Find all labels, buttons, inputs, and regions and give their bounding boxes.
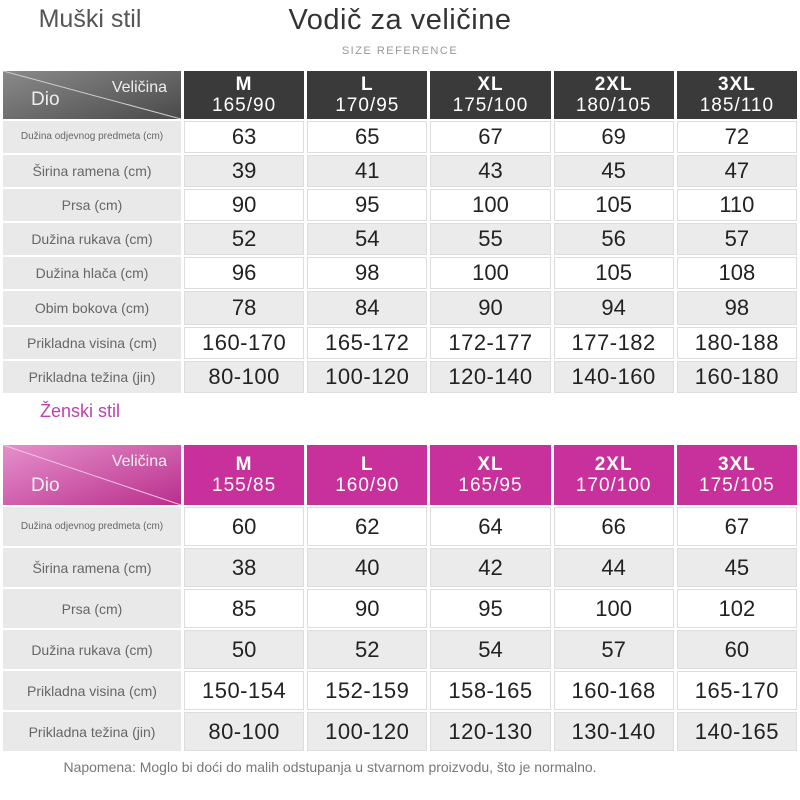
table-cell: 85	[184, 589, 304, 628]
size-code: M	[235, 74, 253, 95]
table-cell: 110	[677, 189, 797, 221]
size-code: XL	[477, 454, 504, 475]
table-cell: 90	[307, 589, 427, 628]
corner-size-label: Veličina	[111, 453, 167, 470]
men-corner-cell	[3, 71, 181, 119]
table-cell: 165-172	[307, 327, 427, 359]
table-cell: 152-159	[307, 671, 427, 710]
men-size-header	[184, 71, 304, 119]
table-cell: 41	[307, 155, 427, 187]
women-size-header	[554, 445, 674, 505]
table-cell: 72	[677, 121, 797, 153]
table-cell: 102	[677, 589, 797, 628]
men-size-header	[554, 71, 674, 119]
table-cell: 55	[430, 223, 550, 255]
table-cell: 45	[554, 155, 674, 187]
row-label: Dužina hlača (cm)	[3, 257, 181, 289]
table-cell: 108	[677, 257, 797, 289]
table-cell: 57	[677, 223, 797, 255]
size-height-chest: 170/95	[335, 95, 400, 116]
row-label: Prsa (cm)	[3, 189, 181, 221]
table-cell: 160-180	[677, 361, 797, 393]
corner-part-label: Dio	[31, 89, 60, 110]
table-cell: 95	[307, 189, 427, 221]
table-row	[3, 327, 797, 359]
table-cell: 105	[554, 189, 674, 221]
table-cell: 50	[184, 630, 304, 669]
size-height-chest: 180/105	[575, 95, 652, 116]
table-row	[3, 712, 797, 751]
size-height-chest: 175/100	[452, 95, 529, 116]
size-code: L	[360, 454, 374, 475]
table-cell: 172-177	[430, 327, 550, 359]
row-label: Prikladna težina (jin)	[3, 361, 181, 393]
women-header-row	[3, 445, 797, 505]
table-cell: 66	[554, 507, 674, 546]
table-cell: 130-140	[554, 712, 674, 751]
table-cell: 80-100	[184, 712, 304, 751]
size-height-chest: 155/85	[212, 475, 277, 496]
women-size-header	[430, 445, 550, 505]
table-cell: 69	[554, 121, 674, 153]
size-code: 2XL	[594, 74, 633, 95]
row-label: Širina ramena (cm)	[3, 548, 181, 587]
row-label: Prikladna visina (cm)	[3, 327, 181, 359]
size-code: 2XL	[594, 454, 633, 475]
corner-part-label: Dio	[31, 475, 60, 496]
table-cell: 39	[184, 155, 304, 187]
table-cell: 94	[554, 291, 674, 325]
table-cell: 120-140	[430, 361, 550, 393]
table-row	[3, 223, 797, 255]
table-row	[3, 507, 797, 546]
table-cell: 54	[307, 223, 427, 255]
table-cell: 158-165	[430, 671, 550, 710]
page-title: Vodič za veličine	[288, 4, 512, 36]
table-cell: 44	[554, 548, 674, 587]
table-cell: 38	[184, 548, 304, 587]
table-cell: 100	[430, 189, 550, 221]
table-cell: 140-160	[554, 361, 674, 393]
table-cell: 54	[430, 630, 550, 669]
row-label: Obim bokova (cm)	[3, 291, 181, 325]
table-cell: 40	[307, 548, 427, 587]
table-cell: 96	[184, 257, 304, 289]
table-cell: 42	[430, 548, 550, 587]
table-cell: 57	[554, 630, 674, 669]
table-cell: 98	[307, 257, 427, 289]
table-cell: 45	[677, 548, 797, 587]
size-height-chest: 170/100	[575, 475, 652, 496]
size-code: M	[235, 454, 253, 475]
table-cell: 52	[307, 630, 427, 669]
table-cell: 60	[184, 507, 304, 546]
table-cell: 177-182	[554, 327, 674, 359]
table-cell: 180-188	[677, 327, 797, 359]
row-label: Dužina rukava (cm)	[3, 630, 181, 669]
women-size-header	[307, 445, 427, 505]
table-row	[3, 257, 797, 289]
women-size-header	[677, 445, 797, 505]
table-cell: 52	[184, 223, 304, 255]
table-cell: 100-120	[307, 361, 427, 393]
table-cell: 160-170	[184, 327, 304, 359]
size-code: 3XL	[717, 74, 756, 95]
table-cell: 78	[184, 291, 304, 325]
women-size-header	[184, 445, 304, 505]
table-cell: 150-154	[184, 671, 304, 710]
table-cell: 100	[430, 257, 550, 289]
size-code: 3XL	[717, 454, 756, 475]
row-label: Dužina odjevnog predmeta (cm)	[3, 507, 181, 546]
table-cell: 47	[677, 155, 797, 187]
men-style-title: Muški stil	[38, 5, 142, 33]
table-row	[3, 630, 797, 669]
table-cell: 100	[554, 589, 674, 628]
table-row	[3, 361, 797, 393]
table-row	[3, 548, 797, 587]
table-cell: 62	[307, 507, 427, 546]
men-size-header	[307, 71, 427, 119]
women-size-table	[0, 443, 800, 753]
table-cell: 56	[554, 223, 674, 255]
table-cell: 63	[184, 121, 304, 153]
women-style-title: Ženski stil	[39, 401, 120, 421]
row-label: Dužina odjevnog predmeta (cm)	[3, 121, 181, 153]
size-height-chest: 160/90	[335, 475, 400, 496]
table-cell: 60	[677, 630, 797, 669]
row-label: Prsa (cm)	[3, 589, 181, 628]
row-label: Širina ramena (cm)	[3, 155, 181, 187]
table-cell: 98	[677, 291, 797, 325]
table-row	[3, 291, 797, 325]
table-cell: 160-168	[554, 671, 674, 710]
table-row	[3, 121, 797, 153]
table-cell: 140-165	[677, 712, 797, 751]
corner-size-label: Veličina	[111, 79, 167, 96]
table-cell: 67	[430, 121, 550, 153]
table-cell: 64	[430, 507, 550, 546]
table-cell: 105	[554, 257, 674, 289]
men-size-header	[430, 71, 550, 119]
table-cell: 90	[184, 189, 304, 221]
men-header-row	[3, 71, 797, 119]
table-cell: 84	[307, 291, 427, 325]
table-cell: 165-170	[677, 671, 797, 710]
table-cell: 100-120	[307, 712, 427, 751]
table-row	[3, 671, 797, 710]
table-cell: 95	[430, 589, 550, 628]
footer-note: Napomena: Moglo bi doći do malih odstupanja u stvarnom proizvodu, što je normalno.	[63, 759, 597, 775]
men-size-header	[677, 71, 797, 119]
table-cell: 67	[677, 507, 797, 546]
table-cell: 80-100	[184, 361, 304, 393]
table-cell: 65	[307, 121, 427, 153]
table-cell: 43	[430, 155, 550, 187]
size-code: L	[360, 74, 374, 95]
table-cell: 90	[430, 291, 550, 325]
women-corner-cell	[3, 445, 181, 505]
size-height-chest: 165/95	[458, 475, 523, 496]
row-label: Prikladna visina (cm)	[3, 671, 181, 710]
table-row	[3, 589, 797, 628]
row-label: Prikladna težina (jin)	[3, 712, 181, 751]
table-cell: 120-130	[430, 712, 550, 751]
table-row	[3, 155, 797, 187]
table-row	[3, 189, 797, 221]
size-code: XL	[477, 74, 504, 95]
row-label: Dužina rukava (cm)	[3, 223, 181, 255]
size-height-chest: 185/110	[699, 95, 775, 116]
size-height-chest: 165/90	[212, 95, 277, 116]
page-subtitle: SIZE REFERENCE	[341, 45, 459, 57]
men-size-table	[0, 69, 800, 395]
size-height-chest: 175/105	[699, 475, 775, 496]
